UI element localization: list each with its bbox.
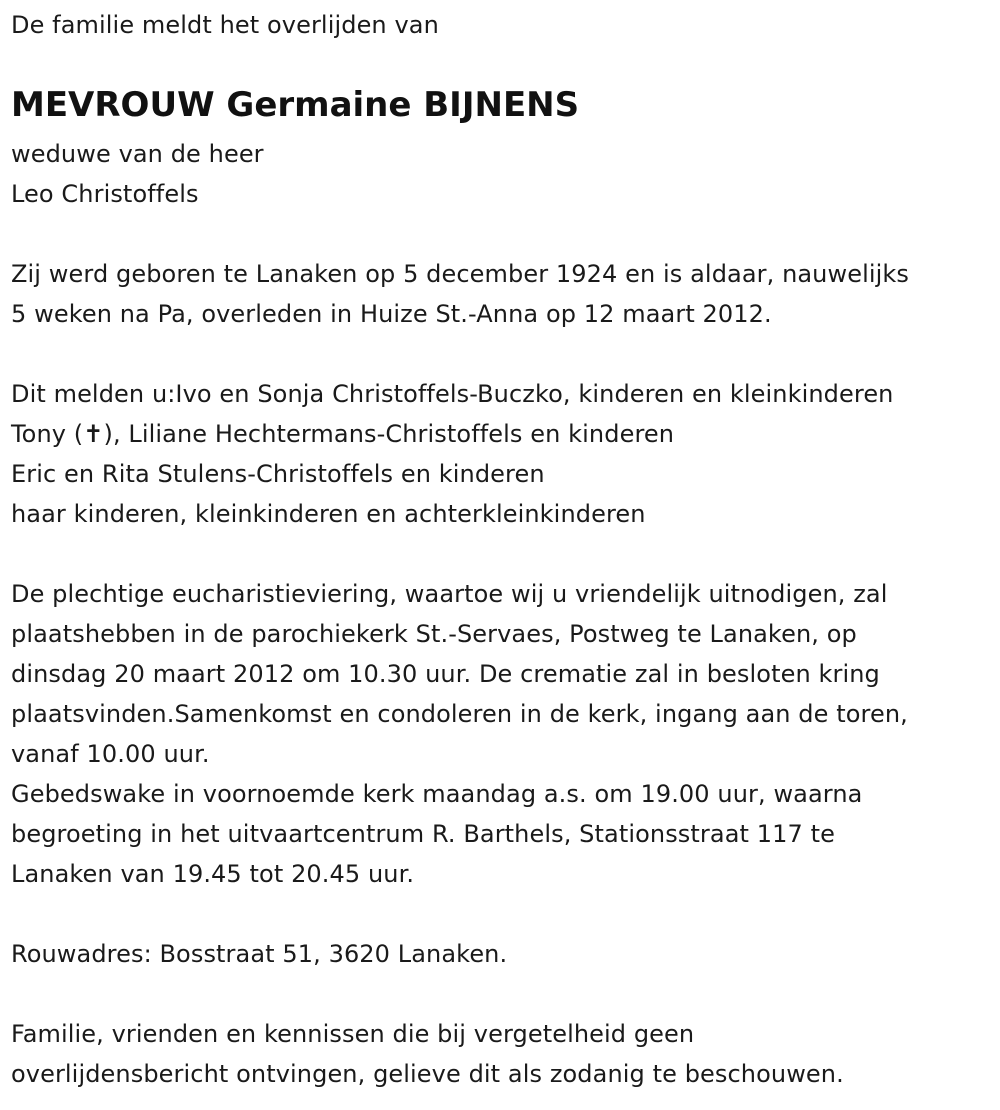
birth-death-line: 5 weken na Pa, overleden in Huize St.-Anna op 12 maart 2012. [11, 300, 772, 328]
spouse-line: weduwe van de heer [11, 140, 264, 168]
spouse-line: Leo Christoffels [11, 180, 199, 208]
spouse-block [11, 134, 264, 214]
address-paragraph [11, 934, 507, 974]
family-line: Eric en Rita Stulens-Christoffels en kinderen [11, 460, 545, 488]
family-line: Tony (✝), Liliane Hechtermans-Christoffels en kinderen [11, 420, 675, 448]
intro-text: De familie meldt het overlijden van [11, 11, 439, 39]
family-line: Dit melden u:Ivo en Sonja Christoffels-Buczko, kinderen en kleinkinderen [11, 380, 894, 408]
ceremony-line: plaatshebben in de parochiekerk St.-Servaes, Postweg te Lanaken, op [11, 620, 857, 648]
ceremony-line: Lanaken van 19.45 tot 20.45 uur. [11, 860, 415, 888]
mourning-address: Rouwadres: Bosstraat 51, 3620 Lanaken. [11, 940, 508, 968]
ceremony-line: De plechtige eucharistieviering, waartoe wij u vriendelijk uitnodigen, zal [11, 580, 888, 608]
birth-death-paragraph [11, 254, 909, 334]
closing-paragraph [11, 1014, 844, 1094]
birth-death-line: Zij werd geboren te Lanaken op 5 december 1924 en is aldaar, nauwelijks [11, 260, 909, 288]
closing-line: overlijdensbericht ontvingen, gelieve dit als zodanig te beschouwen. [11, 1060, 844, 1088]
ceremony-line: vanaf 10.00 uur. [11, 740, 210, 768]
family-paragraph [11, 374, 894, 534]
deceased-name: MEVROUW Germaine BIJNENS [11, 85, 580, 125]
ceremony-line: plaatsvinden.Samenkomst en condoleren in de kerk, ingang aan de toren, [11, 700, 908, 728]
ceremony-line: begroeting in het uitvaartcentrum R. Barthels, Stationsstraat 117 te [11, 820, 835, 848]
family-line: haar kinderen, kleinkinderen en achterkleinkinderen [11, 500, 646, 528]
ceremony-line: dinsdag 20 maart 2012 om 10.30 uur. De crematie zal in besloten kring [11, 660, 880, 688]
ceremony-paragraph [11, 574, 908, 894]
ceremony-line: Gebedswake in voornoemde kerk maandag a.s. om 19.00 uur, waarna [11, 780, 863, 808]
closing-line: Familie, vrienden en kennissen die bij vergetelheid geen [11, 1020, 695, 1048]
